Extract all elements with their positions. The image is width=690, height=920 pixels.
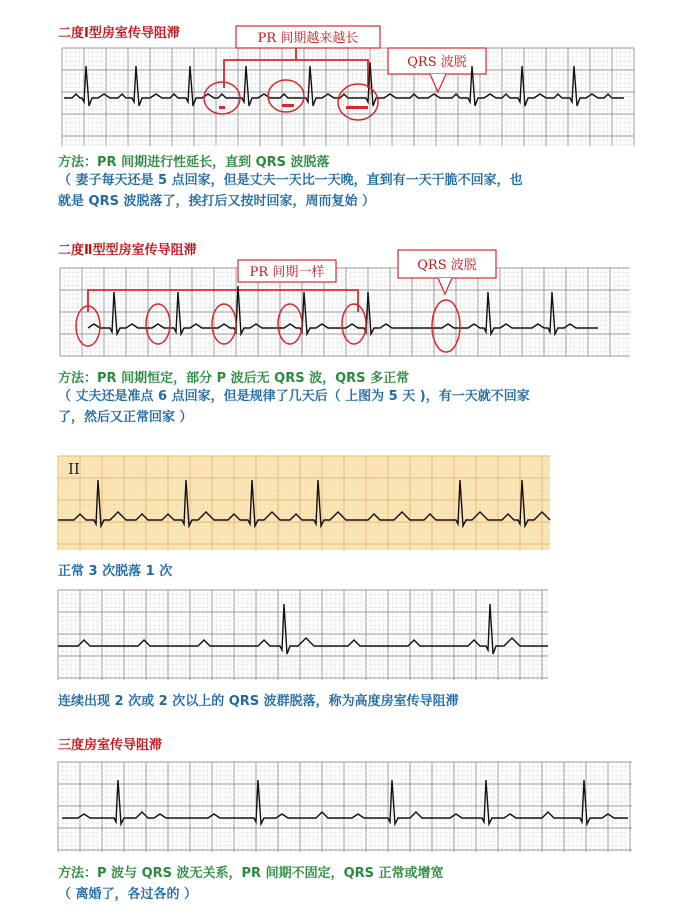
type2-pr-callout-text: PR 间期一样 <box>249 265 325 280</box>
type2-pr-bracket <box>88 290 358 312</box>
strip4-caption: 连续出现 2 次或 2 次以上的 QRS 波群脱落，称为高度房室传导阻滞 <box>58 694 459 709</box>
strip4-ecg <box>58 590 548 680</box>
type1-qrs-callout-text: QRS 波脱 <box>407 55 467 70</box>
type3-grid <box>58 762 632 852</box>
type1-pr-mark-2 <box>282 104 294 107</box>
type1-title: 二度Ⅰ型房室传导阻滞 <box>58 26 180 41</box>
type3-ecg-trace <box>62 780 628 824</box>
type3-title: 三度房室传导阻滞 <box>58 738 163 753</box>
type1-analogy-line2: 就是 QRS 波脱落了，挨打后又按时回家，周而复始 ） <box>58 194 376 209</box>
type1-method: 方法：PR 间期进行性延长，直到 QRS 波脱落 <box>58 155 330 170</box>
type1-pr-mark-1 <box>219 106 225 109</box>
type1-circle-3 <box>338 84 378 120</box>
type2-analogy-line1: （ 丈夫还是准点 6 点回家，但是规律了几天后（ 上图为 5 天 )，有一天就不回家 <box>58 389 530 404</box>
type3-ecg-strip <box>58 762 632 852</box>
type3-method: 方法：P 波与 QRS 波无关系，PR 间期不固定，QRS 正常或增宽 <box>58 866 444 881</box>
type1-pr-mark-3 <box>346 106 368 109</box>
type1-pr-callout-text: PR 间期越来越长 <box>257 31 359 46</box>
strip4-grid <box>58 590 548 680</box>
strip3-caption: 正常 3 次脱落 1 次 <box>58 564 173 579</box>
type1-ecg-trace <box>64 62 624 106</box>
type1-ecg-strip <box>58 26 638 148</box>
type1-grid <box>62 48 634 146</box>
strip3-ecg <box>58 456 550 550</box>
type2-qrs-callout-text: QRS 波脱 <box>417 258 477 273</box>
type2-analogy <box>58 386 530 428</box>
strip3-lead-label: II <box>68 460 80 478</box>
type2-method: 方法：PR 间期恒定，部分 P 波后无 QRS 波，QRS 多正常 <box>58 371 410 386</box>
type2-ecg-strip <box>58 248 638 360</box>
type2-title: 二度Ⅱ型型房室传导阻滞 <box>58 243 197 258</box>
type3-analogy: （ 离婚了，各过各的 ） <box>58 887 198 902</box>
type2-analogy-line2: 了，然后又正常回家 ） <box>58 410 193 425</box>
type2-qrs-pointer <box>438 278 452 294</box>
type1-analogy <box>58 170 523 212</box>
type1-analogy-line1: （ 妻子每天还是 5 点回家，但是丈夫一天比一天晚，直到有一天干脆不回家，也 <box>58 173 523 188</box>
